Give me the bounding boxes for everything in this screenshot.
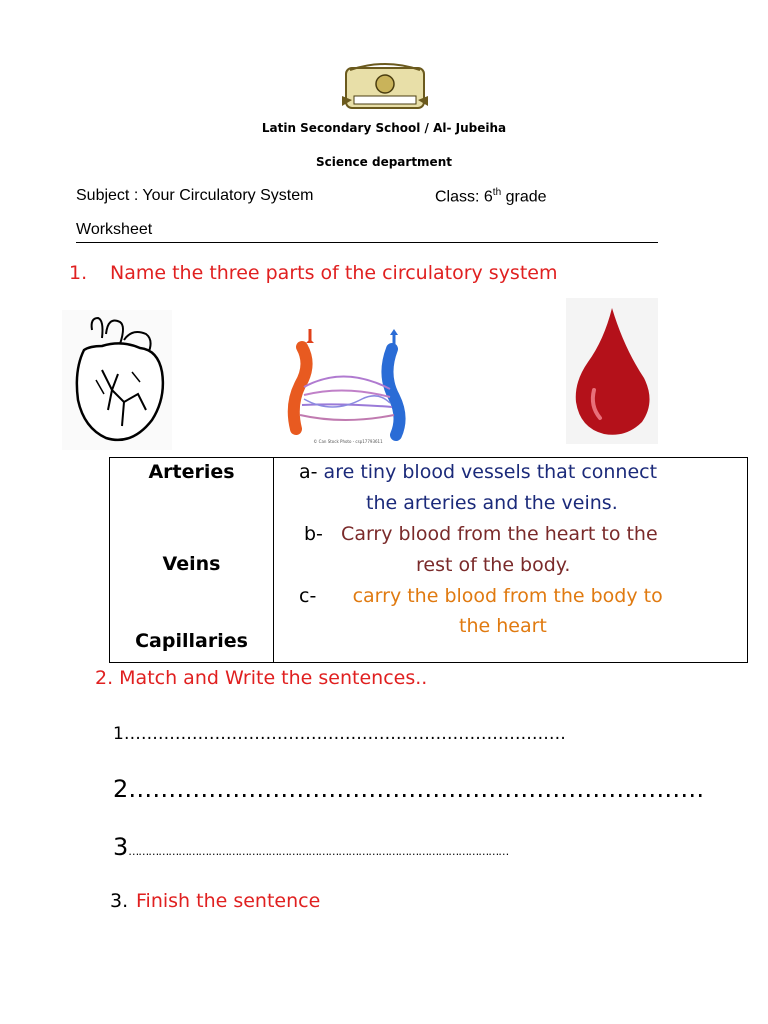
school-logo [340,60,430,116]
definition-c-line-1: c- carry the blood from the body to [299,585,663,607]
definition-c-line-2: the heart [459,615,547,637]
term-arteries: Arteries [148,461,235,483]
answer-line-2: 2……………………………………………………………… [113,775,705,803]
answer-line-3: 3…………………………………………………………………………………………………… [113,833,509,861]
school-name: Latin Secondary School / Al- Jubeiha [261,121,507,135]
definition-a-line-1: a- are tiny blood vessels that connect [299,461,658,483]
definition-b-line-2: rest of the body. [416,554,571,576]
blood-drop-illustration [566,298,658,444]
header-rule [76,242,658,243]
table-divider [273,458,274,662]
svg-text:© Can Stock Photo - csp1779361: © Can Stock Photo - csp17793611 [313,439,383,444]
heart-illustration [62,310,172,450]
question-3-text: Finish the sentence [136,890,321,912]
subject-label: Subject : Your Circulatory System [76,187,314,204]
term-veins: Veins [162,553,221,575]
worksheet-label: Worksheet [76,221,153,238]
question-3-number: 3. [110,890,129,912]
question-2-text: 2. Match and Write the sentences.. [95,667,428,689]
department-name: Science department [316,155,452,169]
question-1-text: Name the three parts of the circulatory system [110,262,558,284]
answer-line-1: 1…………………………………………………………………… [113,724,566,744]
class-label: Class: 6th grade [435,187,547,206]
question-1-number: 1. [69,262,88,284]
definition-a-line-2: the arteries and the veins. [366,492,618,514]
blood-vessels-illustration [282,325,414,447]
term-capillaries: Capillaries [135,630,248,652]
matching-table [109,457,748,663]
definition-b-line-1: b- Carry blood from the heart to the [304,523,658,545]
